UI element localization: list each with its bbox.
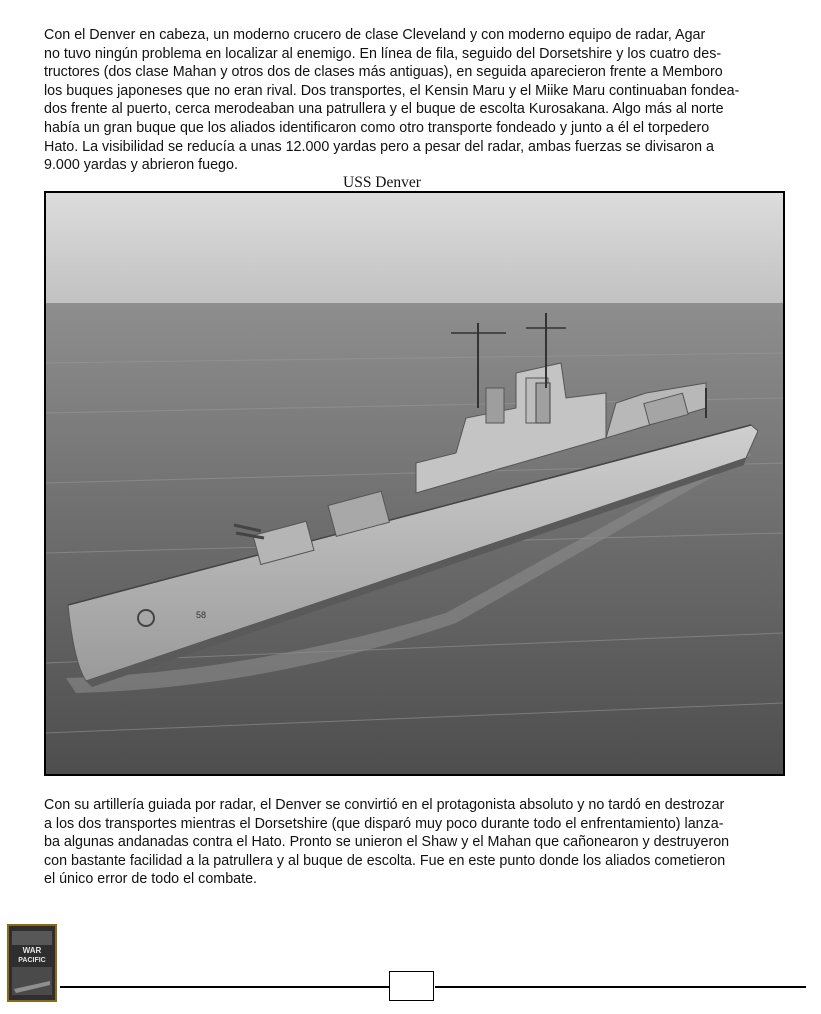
hull-number: 58 — [196, 610, 207, 620]
dvd-title-line: PACIFIC — [18, 957, 46, 964]
footer-rule-left — [60, 986, 390, 988]
photo-caption: USS Denver — [343, 174, 421, 191]
text-line: el único error de todo el combate. — [44, 871, 257, 888]
cruiser-photo-illustration — [46, 193, 783, 774]
text-line: había un gran buque que los aliados identificaron como otro transporte fondeado y junto a él el torpedero — [44, 119, 710, 136]
combat-paragraph — [44, 796, 799, 889]
text-line: ba algunas andanadas contra el Hato. Pronto se unieron el Shaw y el Mahan que cañonearon y destruyeron — [44, 834, 730, 851]
text-line: Con el Denver en cabeza, un moderno crucero de clase Cleveland y con moderno equipo de radar, Agar — [44, 27, 706, 43]
text-line: tructores (dos clase Mahan y otros dos de clases más antiguas), en seguida aparecieron frente a Memboro — [44, 64, 723, 81]
text-line: 9.000 yardas y abrieron fuego. — [44, 157, 238, 174]
text-line: a los dos transportes mientras el Dorsetshire (que disparó muy poco durante todo el enfrentamiento) lanza- — [44, 815, 724, 832]
text-line: Con su artillería guiada por radar, el Denver se convirtió en el protagonista absoluto y no tardó en destrozar — [44, 797, 725, 813]
text-line: con bastante facilidad a la patrullera y al buque de escolta. Fue en este punto donde los aliados cometieron — [44, 852, 726, 869]
text-line: dos frente al puerto, cerca merodeaban una patrullera y el buque de escolta Kurosakana. Algo más al norte — [44, 101, 724, 118]
dvd-title-line: WAR — [22, 946, 42, 955]
dvd-cover-thumbnail — [6, 923, 58, 1003]
ship-photo — [44, 191, 785, 776]
page-number-box — [389, 971, 434, 1001]
footer-rule-right — [435, 986, 806, 988]
text-line: Hato. La visibilidad se reducía a unas 12.000 yardas pero a pesar del radar, ambas fuerzas se divisaron a — [44, 138, 714, 155]
text-line: no tuvo ningún problema en localizar al enemigo. En línea de fila, seguido del Dorsetshire y los cuatro des- — [44, 45, 722, 62]
text-line: los buques japoneses que no eran rival. Dos transportes, el Kensin Maru y el Miike Maru continuaban fondea- — [44, 82, 740, 99]
intro-paragraph — [44, 26, 799, 175]
